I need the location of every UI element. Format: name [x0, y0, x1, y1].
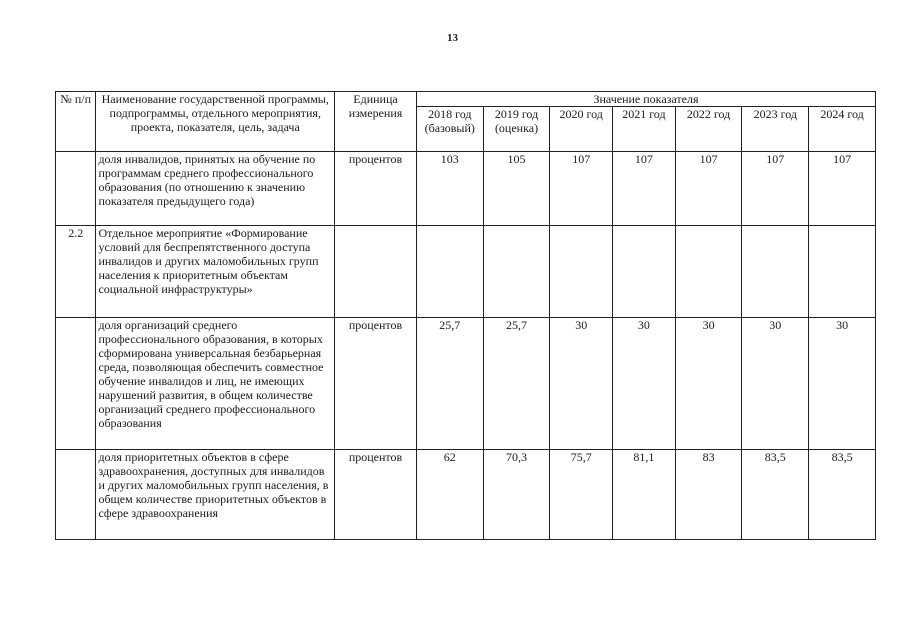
row-num: [56, 152, 96, 226]
row-unit: процентов: [335, 450, 417, 540]
row-value: 107: [675, 152, 742, 226]
header-num: № п/п: [56, 92, 96, 152]
row-value: 30: [550, 318, 613, 450]
row-value: 105: [483, 152, 550, 226]
row-value: 107: [742, 152, 809, 226]
row-value: 107: [613, 152, 676, 226]
header-year: 2022 год: [675, 107, 742, 152]
row-name: доля приоритетных объектов в сфере здравоохранения, доступных для инвалидов и других маломобильных групп населения, в общем количестве приоритетных объектов в сфере здравоохранения: [96, 450, 335, 540]
header-unit: Единица измерения: [335, 92, 417, 152]
row-name: Отдельное мероприятие «Формирование условий для беспрепятственного доступа инвалидов и других маломобильных групп населения к приоритетным объектам социальной инфраструктуры»: [96, 226, 335, 318]
row-unit: [335, 226, 417, 318]
row-num: [56, 318, 96, 450]
row-name: доля организаций среднего профессионального образования, в которых сформирована универсальная безбарьерная среда, позволяющая обеспечить совместное обучение инвалидов и лиц, не имеющих нарушений развития, в общем количестве организаций среднего профессионального образования: [96, 318, 335, 450]
header-year: 2019 год (оценка): [483, 107, 550, 152]
row-value: [550, 226, 613, 318]
row-value: 30: [675, 318, 742, 450]
header-year: 2024 год: [809, 107, 876, 152]
table-row: [56, 318, 876, 450]
row-value: 103: [416, 152, 483, 226]
row-value: 83,5: [742, 450, 809, 540]
table-row: [56, 226, 876, 318]
row-value: [483, 226, 550, 318]
row-num: 2.2: [56, 226, 96, 318]
row-name: доля инвалидов, принятых на обучение по программам среднего профессионального образования (по отношению к значению показателя предыдущего года): [96, 152, 335, 226]
row-value: 83: [675, 450, 742, 540]
row-value: [416, 226, 483, 318]
indicators-table: [55, 91, 876, 540]
row-unit: процентов: [335, 318, 417, 450]
row-value: [675, 226, 742, 318]
row-value: [613, 226, 676, 318]
row-value: 107: [550, 152, 613, 226]
header-name: Наименование государственной программы, подпрограммы, отдельного мероприятия, проекта, показателя, цель, задача: [96, 92, 335, 152]
header-value-group: Значение показателя: [416, 92, 875, 107]
table-row: [56, 450, 876, 540]
row-value: 30: [742, 318, 809, 450]
header-year: 2018 год (базовый): [416, 107, 483, 152]
row-value: 83,5: [809, 450, 876, 540]
row-value: 30: [613, 318, 676, 450]
row-value: 75,7: [550, 450, 613, 540]
page-number: 13: [447, 32, 458, 44]
row-value: 25,7: [416, 318, 483, 450]
row-value: 25,7: [483, 318, 550, 450]
row-value: 81,1: [613, 450, 676, 540]
header-row: [56, 92, 876, 107]
header-year: 2023 год: [742, 107, 809, 152]
header-year: 2021 год: [613, 107, 676, 152]
row-value: [742, 226, 809, 318]
header-year: 2020 год: [550, 107, 613, 152]
row-num: [56, 450, 96, 540]
row-value: 107: [809, 152, 876, 226]
row-value: [809, 226, 876, 318]
row-value: 62: [416, 450, 483, 540]
row-value: 70,3: [483, 450, 550, 540]
table-row: [56, 152, 876, 226]
row-value: 30: [809, 318, 876, 450]
row-unit: процентов: [335, 152, 417, 226]
